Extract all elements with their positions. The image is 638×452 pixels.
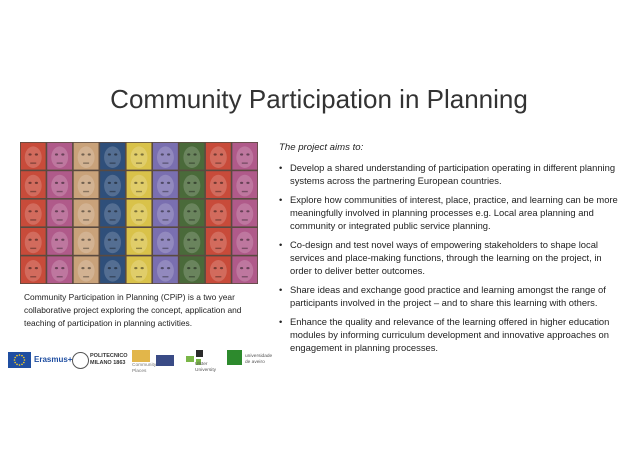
eu-star xyxy=(16,364,18,366)
face-eye xyxy=(88,210,91,212)
face-eye xyxy=(161,210,164,212)
face-shape xyxy=(210,203,227,225)
face-shape xyxy=(210,146,227,168)
face-eye xyxy=(187,267,190,269)
face-shape xyxy=(104,232,121,254)
face-mouth xyxy=(110,191,116,192)
face-shape xyxy=(236,232,253,254)
community-places-text: Community Places xyxy=(132,363,157,374)
face-mouth xyxy=(242,162,248,163)
face-eye xyxy=(193,210,196,212)
face-mouth xyxy=(110,248,116,249)
face-eye xyxy=(214,239,217,241)
face-eye xyxy=(134,153,137,155)
face-eye xyxy=(81,153,84,155)
face-eye xyxy=(141,210,144,212)
face-mouth xyxy=(110,219,116,220)
image-caption: Community Participation in Planning (CPiP) is a two year collaborative project exploring the concept, application and teaching of participation in planning activities. xyxy=(24,292,242,328)
face-eye xyxy=(114,239,117,241)
face-mouth xyxy=(83,191,89,192)
face-shape xyxy=(236,146,253,168)
face-shape xyxy=(104,175,121,197)
face-eye xyxy=(81,267,84,269)
face-eye xyxy=(108,210,111,212)
face-mouth xyxy=(30,191,36,192)
aveiro-logo-icon xyxy=(227,350,242,365)
face-shape xyxy=(236,260,253,282)
face-eye xyxy=(28,267,31,269)
eu-star xyxy=(23,362,25,364)
face-eye xyxy=(61,267,64,269)
face-mouth xyxy=(57,191,63,192)
eu-star xyxy=(16,355,18,357)
face-eye xyxy=(55,182,58,184)
face-eye xyxy=(61,239,64,241)
face-shape xyxy=(236,175,253,197)
face-shape xyxy=(78,203,95,225)
face-mouth xyxy=(83,162,89,163)
ulster-logo-icon xyxy=(196,350,203,357)
face-shape xyxy=(25,146,42,168)
face-shape xyxy=(131,260,148,282)
face-eye xyxy=(187,210,190,212)
face-eye xyxy=(28,153,31,155)
eu-star xyxy=(14,362,16,364)
eu-star xyxy=(14,357,16,359)
face-mouth xyxy=(162,276,168,277)
face-eye xyxy=(240,267,243,269)
face-eye xyxy=(35,153,38,155)
face-mouth xyxy=(189,191,195,192)
face-shape xyxy=(51,203,68,225)
face-eye xyxy=(134,210,137,212)
face-shape xyxy=(183,175,200,197)
faces-mosaic-image xyxy=(20,142,258,284)
aveiro-logo-text: universidade de aveiro xyxy=(245,354,273,365)
face-eye xyxy=(28,210,31,212)
polimi-name: POLITECNICO xyxy=(90,353,128,359)
face-eye xyxy=(55,210,58,212)
face-eye xyxy=(193,182,196,184)
face-eye xyxy=(114,182,117,184)
face-mouth xyxy=(162,219,168,220)
face-eye xyxy=(220,210,223,212)
face-eye xyxy=(28,239,31,241)
face-eye xyxy=(88,153,91,155)
ulster-logo-text: Ulster University xyxy=(195,362,217,373)
face-eye xyxy=(35,210,38,212)
polimi-seal-icon xyxy=(72,352,89,369)
face-eye xyxy=(161,239,164,241)
face-shape xyxy=(51,175,68,197)
face-mouth xyxy=(215,276,221,277)
list-item xyxy=(279,316,619,354)
face-shape xyxy=(157,232,174,254)
face-eye xyxy=(161,267,164,269)
face-shape xyxy=(210,175,227,197)
community-places-icon xyxy=(132,350,150,362)
eu-star xyxy=(19,364,21,366)
bullet-icon: • xyxy=(279,162,283,173)
face-eye xyxy=(108,153,111,155)
face-eye xyxy=(167,182,170,184)
face-eye xyxy=(141,239,144,241)
aim-text: Explore how communities of interest, place, practice, and learning can be more meaningfully involved in planning processes e.g. Local area planning and community or integrated public service planning. xyxy=(290,194,618,231)
face-shape xyxy=(78,232,95,254)
face-shape xyxy=(131,203,148,225)
eu-flag-icon xyxy=(8,352,31,368)
slide-title: Community Participation in Planning xyxy=(110,84,528,114)
aim-text: Share ideas and exchange good practice and learning amongst the range of participants involved in the project – and to share this learning with others. xyxy=(290,284,606,308)
face-eye xyxy=(108,182,111,184)
face-shape xyxy=(25,260,42,282)
face-shape xyxy=(183,232,200,254)
face-mouth xyxy=(215,248,221,249)
eu-star xyxy=(14,359,16,361)
face-eye xyxy=(214,267,217,269)
face-mouth xyxy=(83,219,89,220)
face-mouth xyxy=(57,248,63,249)
face-eye xyxy=(187,153,190,155)
face-shape xyxy=(210,260,227,282)
face-shape xyxy=(25,203,42,225)
face-eye xyxy=(81,239,84,241)
face-shape xyxy=(157,203,174,225)
face-eye xyxy=(134,239,137,241)
face-shape xyxy=(236,203,253,225)
face-eye xyxy=(114,210,117,212)
face-mouth xyxy=(189,248,195,249)
bullet-icon: • xyxy=(279,239,283,251)
partner-logos xyxy=(8,348,273,376)
face-eye xyxy=(35,182,38,184)
face-mouth xyxy=(83,248,89,249)
face-shape xyxy=(157,260,174,282)
face-eye xyxy=(167,239,170,241)
eu-star xyxy=(23,357,25,359)
list-item xyxy=(279,239,619,277)
erasmus-logo-text: Erasmus+ xyxy=(34,355,73,364)
face-eye xyxy=(114,267,117,269)
face-eye xyxy=(167,210,170,212)
face-eye xyxy=(193,267,196,269)
face-eye xyxy=(240,182,243,184)
bullet-icon: • xyxy=(279,194,283,206)
face-eye xyxy=(246,153,249,155)
face-eye xyxy=(35,267,38,269)
list-item xyxy=(279,284,619,310)
face-eye xyxy=(114,153,117,155)
face-shape xyxy=(25,175,42,197)
eu-star xyxy=(21,364,23,366)
face-mouth xyxy=(242,219,248,220)
face-mouth xyxy=(30,162,36,163)
face-mouth xyxy=(136,219,142,220)
aims-list xyxy=(279,162,619,361)
face-mouth xyxy=(30,276,36,277)
face-mouth xyxy=(57,276,63,277)
face-shape xyxy=(104,260,121,282)
face-shape xyxy=(78,175,95,197)
face-eye xyxy=(55,267,58,269)
bullet-icon: • xyxy=(279,316,283,328)
face-eye xyxy=(61,153,64,155)
face-shape xyxy=(183,260,200,282)
face-eye xyxy=(55,239,58,241)
face-shape xyxy=(104,146,121,168)
aim-text: Co-design and test novel ways of empowering stakeholders to shape local services and place-making functions, through the learning on the project, in order to deliver better outcomes. xyxy=(290,239,602,276)
face-mouth xyxy=(83,276,89,277)
face-mouth xyxy=(162,191,168,192)
list-item xyxy=(279,162,619,188)
face-mouth xyxy=(189,219,195,220)
face-mouth xyxy=(30,219,36,220)
face-eye xyxy=(220,153,223,155)
partner-block-icon xyxy=(156,355,174,366)
face-eye xyxy=(167,267,170,269)
face-shape xyxy=(157,175,174,197)
eu-star xyxy=(21,355,23,357)
face-eye xyxy=(108,267,111,269)
face-eye xyxy=(141,267,144,269)
face-eye xyxy=(88,182,91,184)
face-shape xyxy=(183,146,200,168)
face-mouth xyxy=(162,248,168,249)
face-shape xyxy=(78,146,95,168)
polimi-sub: MILANO 1863 xyxy=(90,360,126,366)
face-eye xyxy=(88,267,91,269)
face-mouth xyxy=(215,191,221,192)
face-mouth xyxy=(110,162,116,163)
face-eye xyxy=(220,239,223,241)
face-shape xyxy=(78,260,95,282)
face-mouth xyxy=(242,248,248,249)
face-eye xyxy=(246,267,249,269)
face-shape xyxy=(104,203,121,225)
face-mouth xyxy=(189,276,195,277)
face-eye xyxy=(141,153,144,155)
face-shape xyxy=(25,232,42,254)
face-eye xyxy=(240,153,243,155)
face-eye xyxy=(220,267,223,269)
face-eye xyxy=(246,239,249,241)
face-shape xyxy=(131,175,148,197)
face-shape xyxy=(157,146,174,168)
eu-star xyxy=(24,359,26,361)
face-eye xyxy=(193,239,196,241)
face-mouth xyxy=(57,219,63,220)
face-eye xyxy=(167,153,170,155)
face-shape xyxy=(51,146,68,168)
face-eye xyxy=(141,182,144,184)
face-eye xyxy=(240,239,243,241)
bullet-icon: • xyxy=(279,284,283,296)
face-eye xyxy=(187,239,190,241)
face-eye xyxy=(134,267,137,269)
face-eye xyxy=(246,210,249,212)
face-eye xyxy=(246,182,249,184)
face-mouth xyxy=(110,276,116,277)
face-shape xyxy=(183,203,200,225)
face-eye xyxy=(187,182,190,184)
face-shape xyxy=(51,232,68,254)
face-mouth xyxy=(136,248,142,249)
face-eye xyxy=(134,182,137,184)
face-eye xyxy=(108,239,111,241)
face-eye xyxy=(28,182,31,184)
face-shape xyxy=(131,232,148,254)
face-mouth xyxy=(242,276,248,277)
aim-text: Enhance the quality and relevance of the learning offered in higher education modules by informing curriculum development and innovative approaches on engagement in planning processes. xyxy=(290,316,610,353)
face-eye xyxy=(193,153,196,155)
aims-intro: The project aims to: xyxy=(279,142,364,153)
polimi-logo-text xyxy=(90,353,128,381)
green-leaf-icon xyxy=(186,356,194,362)
face-eye xyxy=(88,239,91,241)
face-shape xyxy=(210,232,227,254)
face-eye xyxy=(161,182,164,184)
face-eye xyxy=(61,210,64,212)
face-eye xyxy=(81,182,84,184)
face-mouth xyxy=(215,219,221,220)
aim-text: Develop a shared understanding of participation operating in different planning systems across the partnering European countries. xyxy=(290,162,616,186)
face-eye xyxy=(55,153,58,155)
face-eye xyxy=(61,182,64,184)
face-shape xyxy=(51,260,68,282)
face-mouth xyxy=(242,191,248,192)
face-eye xyxy=(35,239,38,241)
eu-star xyxy=(19,354,21,356)
face-eye xyxy=(214,153,217,155)
face-mouth xyxy=(136,276,142,277)
face-mouth xyxy=(189,162,195,163)
face-eye xyxy=(161,153,164,155)
face-eye xyxy=(214,182,217,184)
face-eye xyxy=(214,210,217,212)
face-eye xyxy=(240,210,243,212)
face-mouth xyxy=(215,162,221,163)
face-mouth xyxy=(136,162,142,163)
face-mouth xyxy=(162,162,168,163)
face-mouth xyxy=(30,248,36,249)
face-shape xyxy=(131,146,148,168)
face-eye xyxy=(81,210,84,212)
face-eye xyxy=(220,182,223,184)
list-item xyxy=(279,194,619,232)
face-mouth xyxy=(136,191,142,192)
face-mouth xyxy=(57,162,63,163)
